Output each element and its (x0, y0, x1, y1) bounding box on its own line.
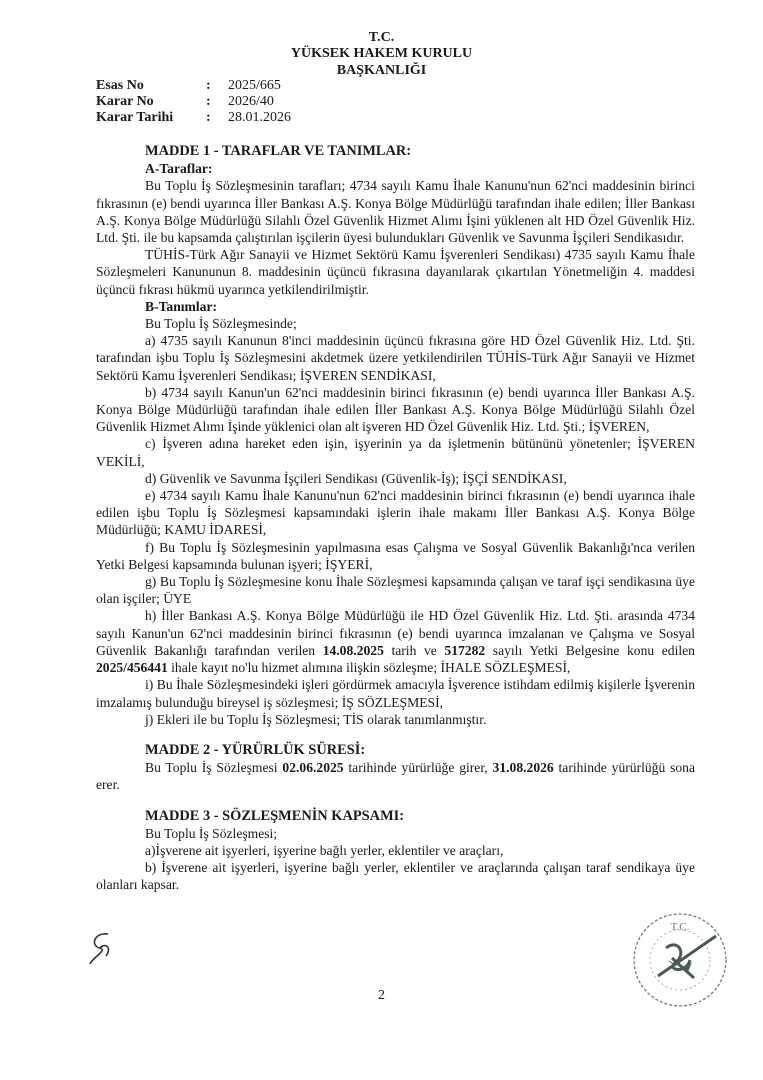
document-body (96, 143, 695, 894)
meta-karar-no: Karar No : 2026/40 (96, 94, 274, 110)
definition-a: a) 4735 sayılı Kanunun 8'inci maddesinin üçüncü fıkrasına göre HD Özel Güvenlik Hiz. Ltd. Şti. tarafından işbu Toplu İş Sözleşmesini akdetmek üzere yetkilendirilen TÜHİS-Türk Ağır Sanayii ve Hizmet Sektörü Kamu İşverenleri Sendikası; İŞVEREN SENDİKASI, (96, 333, 695, 383)
madde2-text: Bu Toplu İş Sözleşmesi 02.06.2025 tarihinde yürürlüğe girer, 31.08.2026 tarihinde yürürlüğü sona erer. (96, 760, 695, 793)
madde3-intro: Bu Toplu İş Sözleşmesi; (145, 825, 278, 841)
definition-h: h) İller Bankası A.Ş. Konya Bölge Müdürlüğü ile HD Özel Güvenlik Hiz. Ltd. Şti. arasında 4734 sayılı Kanun'un 62'nci maddesinin birinci fıkrasının (e) bendi uyarınca imzalanan ve Çalışma ve Sosyal Güvenlik Bakanlığı tarafından verilen 14.08.2025 tarih ve 517282 sayılı Yetki Belgesine konu edilen 2025/456441 ihale kayıt no'lu hizmet alımına ilişkin sözleşme; İHALE SÖZLEŞMESİ, (96, 608, 695, 676)
paragraph: TÜHİS-Türk Ağır Sanayii ve Hizmet Sektörü Kamu İşverenleri Sendikası) 4735 sayılı Kamu İhale Sözleşmeleri Kanununun 8. maddesinin üçüncü fıkrasına dayanılarak çıkartılan Yönetmeliğin 4. maddesi üçüncü fıkrası hükmü uyarınca yetkilendirilmiştir. (96, 247, 695, 297)
header-presidency: BAŞKANLIĞI (336, 62, 427, 78)
definition-j: j) Ekleri ile bu Toplu İş Sözleşmesi; TİS olarak tanımlanmıştır. (145, 711, 487, 727)
case-metadata (96, 78, 291, 127)
definition-i: i) Bu İhale Sözleşmesindeki işleri gördürmek amacıyla İşverence istihdam edilmiş kişilerle İşverenin imzalamış bulunduğu bireysel iş sözleşmesi; İŞ SÖZLEŞMESİ, (96, 677, 695, 710)
madde2-title: MADDE 2 - YÜRÜRLÜK SÜRESİ: (145, 741, 366, 758)
initials-signature (86, 928, 116, 973)
page-number: 2 (378, 988, 385, 1003)
definition-g: g) Bu Toplu İş Sözleşmesine konu İhale Sözleşmesi kapsamında çalışan ve taraf işçi sendikasına üye olan işçiler; ÜYE (96, 574, 695, 607)
madde3-item-a: a)İşverene ait işyerleri, işyerine bağlı yerler, eklentiler ve araçları, (145, 842, 504, 858)
official-stamp (628, 908, 732, 1017)
definition-e: e) 4734 sayılı Kamu İhale Kanunu'nun 62'nci maddesinin birinci fıkrasının (e) bendi uyarınca ihale edilen işbu Toplu İş Sözleşmesi kapsamındaki işlerin ihale makamı İller Bankası A.Ş. Konya Bölge Müdürlüğü; KAMU İDARESİ, (96, 488, 695, 538)
meta-esas-no: Esas No : 2025/665 (96, 78, 281, 93)
header-institution: YÜKSEK HAKEM KURULU (290, 46, 473, 62)
b-tanimlar-title: B-Tanımlar: (145, 298, 218, 314)
definition-c: c) İşveren adına hareket eden işin, işyerinin ya da işletmenin bütününü yönetenler; İŞVEREN VEKİLİ, (96, 436, 695, 469)
madde1-title: MADDE 1 - TARAFLAR VE TANIMLAR: (145, 143, 412, 159)
meta-karar-tarihi: Karar Tarihi : 28.01.2026 (96, 110, 291, 126)
header-tc: T.C. (368, 30, 395, 45)
document-header (0, 30, 763, 79)
madde3-title: MADDE 3 - SÖZLEŞMENİN KAPSAMI: (145, 807, 405, 824)
paragraph: Bu Toplu İş Sözleşmesinin tarafları; 4734 sayılı Kamu İhale Kanunu'nun 62'nci maddesinin birinci fıkrasının (e) bendi uyarınca İller Bankası A.Ş. Konya Bölge Müdürlüğü tarafından ihale edilen; İller Bankası A.Ş. Konya Bölge Müdürlüğü Silahlı Özel Güvenlik Hizmet Alımı İşini yüklenen alt HD Özel Güvenlik Hiz. Ltd. Şti. ile bu kapsamda çalıştırılan işçilerin üyesi bulundukları Güvenlik ve Savunma İşçileri Sendikasıdır. (96, 178, 695, 246)
paragraph: Bu Toplu İş Sözleşmesinde; (145, 316, 297, 332)
a-taraflar-title: A-Taraflar: (145, 161, 213, 177)
definition-f: f) Bu Toplu İş Sözleşmesinin yapılmasına esas Çalışma ve Sosyal Güvenlik Bakanlığı'nca verilen Yetki Belgesi kapsamında bulunan işyeri; İŞYERİ, (96, 539, 695, 572)
definition-b: b) 4734 sayılı Kanun'un 62'nci maddesinin birinci fıkrasının (e) bendi uyarınca İller Bankası A.Ş. Konya Bölge Müdürlüğü tarafından ihale edilen İller Bankası A.Ş. Konya Bölge Müdürlüğü Silahlı Özel Güvenlik Hizmet Alımı İşinde yüklenici olan alt işveren HD Özel Güvenlik Hiz. Ltd. Şti.; İŞVEREN, (96, 384, 695, 435)
definition-d: d) Güvenlik ve Savunma İşçileri Sendikası (Güvenlik-İş); İŞÇİ SENDİKASI, (145, 470, 567, 486)
svg-text:T.C.: T.C. (670, 921, 690, 933)
madde3-item-b: b) İşverene ait işyerleri, işyerine bağlı yerler, eklentiler ve araçlarında çalışan taraf sendikaya üye olanları kapsar. (96, 860, 695, 893)
